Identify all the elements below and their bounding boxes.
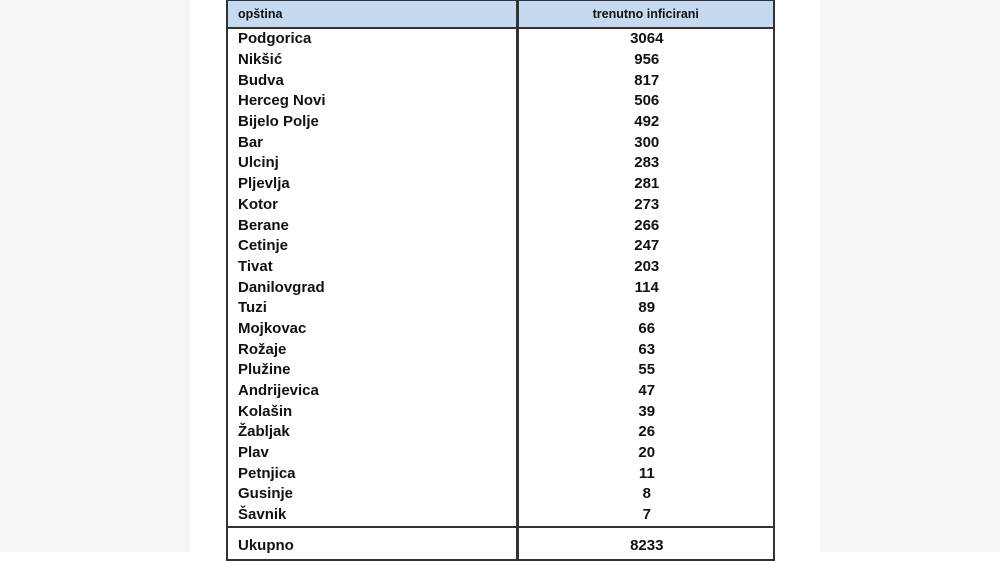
municipality-name: Berane bbox=[227, 215, 517, 236]
municipality-name: Tuzi bbox=[227, 298, 517, 319]
infected-count: 47 bbox=[517, 381, 774, 402]
infected-count: 114 bbox=[517, 277, 774, 298]
municipality-name: Petnjica bbox=[227, 463, 517, 484]
table-row bbox=[227, 174, 774, 195]
table-row bbox=[227, 463, 774, 484]
total-row bbox=[227, 533, 774, 560]
table-row bbox=[227, 257, 774, 278]
infected-count: 20 bbox=[517, 443, 774, 464]
municipality-name: Budva bbox=[227, 70, 517, 91]
table-row bbox=[227, 132, 774, 153]
infected-count: 3064 bbox=[517, 28, 774, 50]
municipality-name: Žabljak bbox=[227, 422, 517, 443]
municipality-name: Kotor bbox=[227, 195, 517, 216]
left-margin bbox=[0, 0, 190, 552]
infected-count: 817 bbox=[517, 70, 774, 91]
table-row bbox=[227, 339, 774, 360]
table-row bbox=[227, 401, 774, 422]
infected-count: 66 bbox=[517, 319, 774, 340]
infected-count: 300 bbox=[517, 132, 774, 153]
table-row bbox=[227, 112, 774, 133]
infected-count: 203 bbox=[517, 257, 774, 278]
municipality-name: Kolašin bbox=[227, 401, 517, 422]
infected-count: 11 bbox=[517, 463, 774, 484]
infected-count: 506 bbox=[517, 91, 774, 112]
infected-count: 63 bbox=[517, 339, 774, 360]
municipality-name: Tivat bbox=[227, 257, 517, 278]
table-row bbox=[227, 443, 774, 464]
header-currently-infected: trenutno inficirani bbox=[517, 0, 774, 28]
total-value: 8233 bbox=[517, 533, 774, 560]
municipality-name: Šavnik bbox=[227, 505, 517, 527]
table-row bbox=[227, 484, 774, 505]
table-row bbox=[227, 28, 774, 50]
total-label: Ukupno bbox=[227, 533, 517, 560]
infected-count: 266 bbox=[517, 215, 774, 236]
municipality-name: Ulcinj bbox=[227, 153, 517, 174]
table-row bbox=[227, 381, 774, 402]
table-row bbox=[227, 153, 774, 174]
infected-count: 956 bbox=[517, 50, 774, 71]
infected-count: 7 bbox=[517, 505, 774, 527]
header-municipality: opština bbox=[227, 0, 517, 28]
municipality-name: Danilovgrad bbox=[227, 277, 517, 298]
table-row bbox=[227, 277, 774, 298]
table-header-row bbox=[227, 0, 774, 28]
document-sheet bbox=[190, 0, 820, 552]
municipality-name: Gusinje bbox=[227, 484, 517, 505]
infected-count: 247 bbox=[517, 236, 774, 257]
infected-count: 89 bbox=[517, 298, 774, 319]
municipality-name: Podgorica bbox=[227, 28, 517, 50]
table-body bbox=[227, 28, 774, 527]
table-row bbox=[227, 298, 774, 319]
table-row bbox=[227, 215, 774, 236]
table-row bbox=[227, 505, 774, 527]
table-row bbox=[227, 91, 774, 112]
table-row bbox=[227, 195, 774, 216]
infected-count: 8 bbox=[517, 484, 774, 505]
municipality-name: Bijelo Polje bbox=[227, 112, 517, 133]
municipality-name: Rožaje bbox=[227, 339, 517, 360]
infections-table bbox=[226, 0, 775, 561]
infected-count: 283 bbox=[517, 153, 774, 174]
table-row bbox=[227, 70, 774, 91]
municipality-name: Andrijevica bbox=[227, 381, 517, 402]
table-row bbox=[227, 422, 774, 443]
municipality-name: Cetinje bbox=[227, 236, 517, 257]
infected-count: 39 bbox=[517, 401, 774, 422]
infected-count: 55 bbox=[517, 360, 774, 381]
right-margin bbox=[820, 0, 1000, 552]
municipality-name: Nikšić bbox=[227, 50, 517, 71]
municipality-name: Plužine bbox=[227, 360, 517, 381]
infected-count: 273 bbox=[517, 195, 774, 216]
municipality-name: Plav bbox=[227, 443, 517, 464]
infected-count: 281 bbox=[517, 174, 774, 195]
table-row bbox=[227, 360, 774, 381]
infected-count: 492 bbox=[517, 112, 774, 133]
table-row bbox=[227, 319, 774, 340]
table-row bbox=[227, 236, 774, 257]
municipality-name: Mojkovac bbox=[227, 319, 517, 340]
municipality-name: Pljevlja bbox=[227, 174, 517, 195]
infected-count: 26 bbox=[517, 422, 774, 443]
table-row bbox=[227, 50, 774, 71]
municipality-name: Herceg Novi bbox=[227, 91, 517, 112]
municipality-name: Bar bbox=[227, 132, 517, 153]
